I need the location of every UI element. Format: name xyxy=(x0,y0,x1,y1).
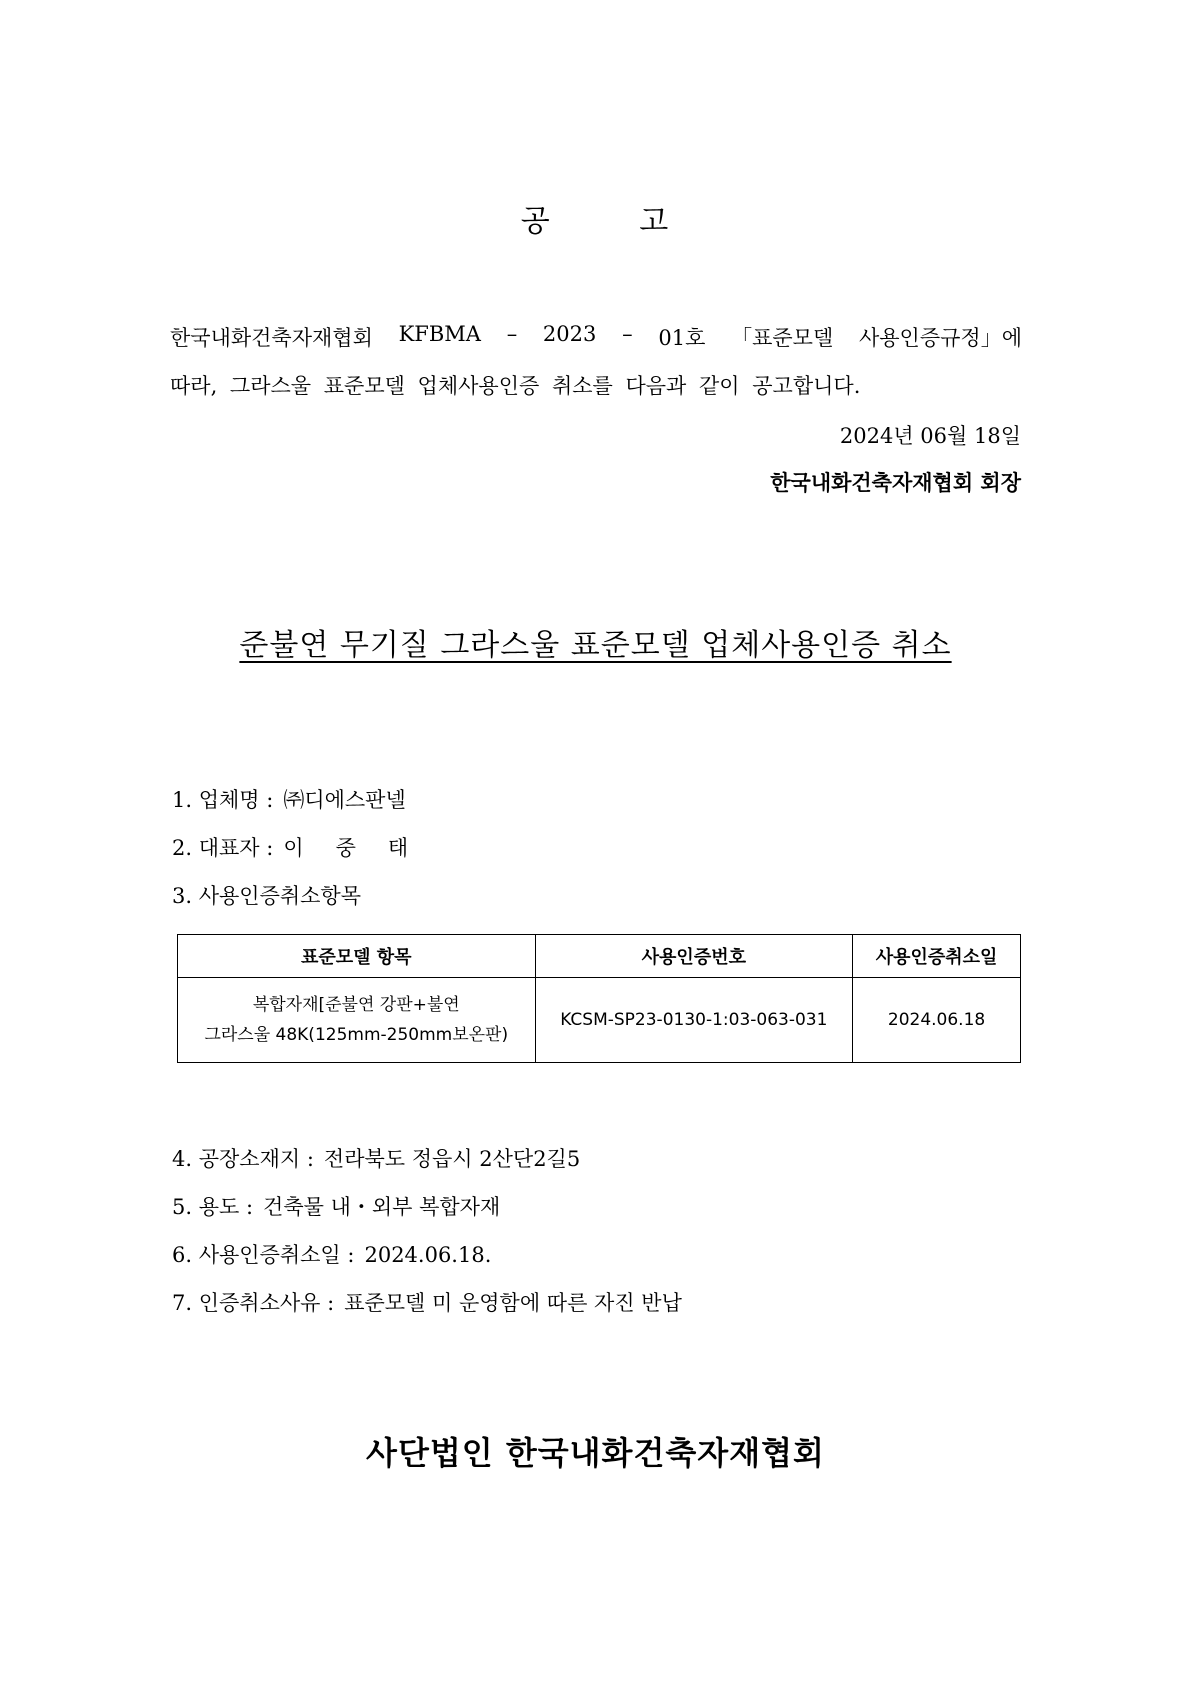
table-row xyxy=(178,978,1021,1063)
table-header: 사용인증번호 xyxy=(535,935,853,978)
item-label: 1. 업체명 : xyxy=(172,788,274,812)
notice-signer: 한국내화건축자재협회 회장 xyxy=(770,471,1021,495)
item-cancel-date xyxy=(172,1239,491,1269)
item-label: 4. 공장소재지 : xyxy=(172,1147,314,1171)
item-value: 전라북도 정읍시 2산단2길5 xyxy=(323,1147,581,1171)
notice-heading-char: 공 xyxy=(520,204,552,239)
item-label: 6. 사용인증취소일 : xyxy=(172,1243,355,1267)
item-reason xyxy=(172,1287,682,1317)
table-header: 표준모델 항목 xyxy=(178,935,536,978)
document-title: 준불연 무기질 그라스울 표준모델 업체사용인증 취소 xyxy=(239,628,952,663)
intro-word: 사용인증규정」에 xyxy=(858,326,1022,350)
association-name: 사단법인 한국내화건축자재협회 xyxy=(366,1434,825,1472)
intro-word: – xyxy=(506,322,518,346)
item-representative xyxy=(172,832,440,862)
rep-name-char: 중 xyxy=(335,836,356,860)
notice-heading xyxy=(0,196,1191,240)
item-factory xyxy=(172,1143,580,1173)
rep-name-char: 태 xyxy=(387,836,409,860)
rep-name-char: 이 xyxy=(283,836,304,860)
intro-word: 2023 xyxy=(542,322,597,346)
item-line: 복합자재[준불연 강판+불연 xyxy=(252,995,460,1015)
item-label: 7. 인증취소사유 : xyxy=(172,1291,335,1315)
intro-word: – xyxy=(622,322,633,346)
item-line: 그라스울 48K(125mm-250mm보온판) xyxy=(204,1025,509,1045)
item-cert-items xyxy=(172,880,361,910)
notice-heading-char: 고 xyxy=(639,204,671,239)
item-value: 2024.06.18. xyxy=(364,1243,492,1267)
item-label: 5. 용도 : xyxy=(172,1195,254,1219)
intro-line-2: 따라, 그라스울 표준모델 업체사용인증 취소를 다음과 같이 공고합니다. xyxy=(170,374,861,398)
notice-date: 2024년 06월 18일 xyxy=(839,424,1021,448)
table-cell-cert-no: KCSM-SP23-0130-1:03-063-031 xyxy=(535,978,853,1063)
intro-word: 한국내화건축자재협회 xyxy=(170,326,373,350)
intro-word: 01호 xyxy=(658,326,706,350)
intro-word: 「표준모델 xyxy=(731,326,834,350)
item-label: 2. 대표자 : xyxy=(172,836,274,860)
item-value: ㈜디에스판넬 xyxy=(283,788,406,812)
table-header-row xyxy=(178,935,1021,978)
item-value: 표준모델 미 운영함에 따른 자진 반납 xyxy=(344,1291,682,1315)
table-header: 사용인증취소일 xyxy=(853,935,1021,978)
table-cell-item xyxy=(178,978,536,1063)
item-label: 3. 사용인증취소항목 xyxy=(172,884,361,908)
table-cell-date: 2024.06.18 xyxy=(853,978,1021,1063)
intro-line-1 xyxy=(170,322,1022,352)
item-value: 건축물 내・외부 복합자재 xyxy=(263,1195,501,1219)
item-usage xyxy=(172,1191,500,1221)
intro-word: KFBMA xyxy=(398,322,481,346)
item-company xyxy=(172,784,406,814)
cert-table xyxy=(177,934,1021,1063)
